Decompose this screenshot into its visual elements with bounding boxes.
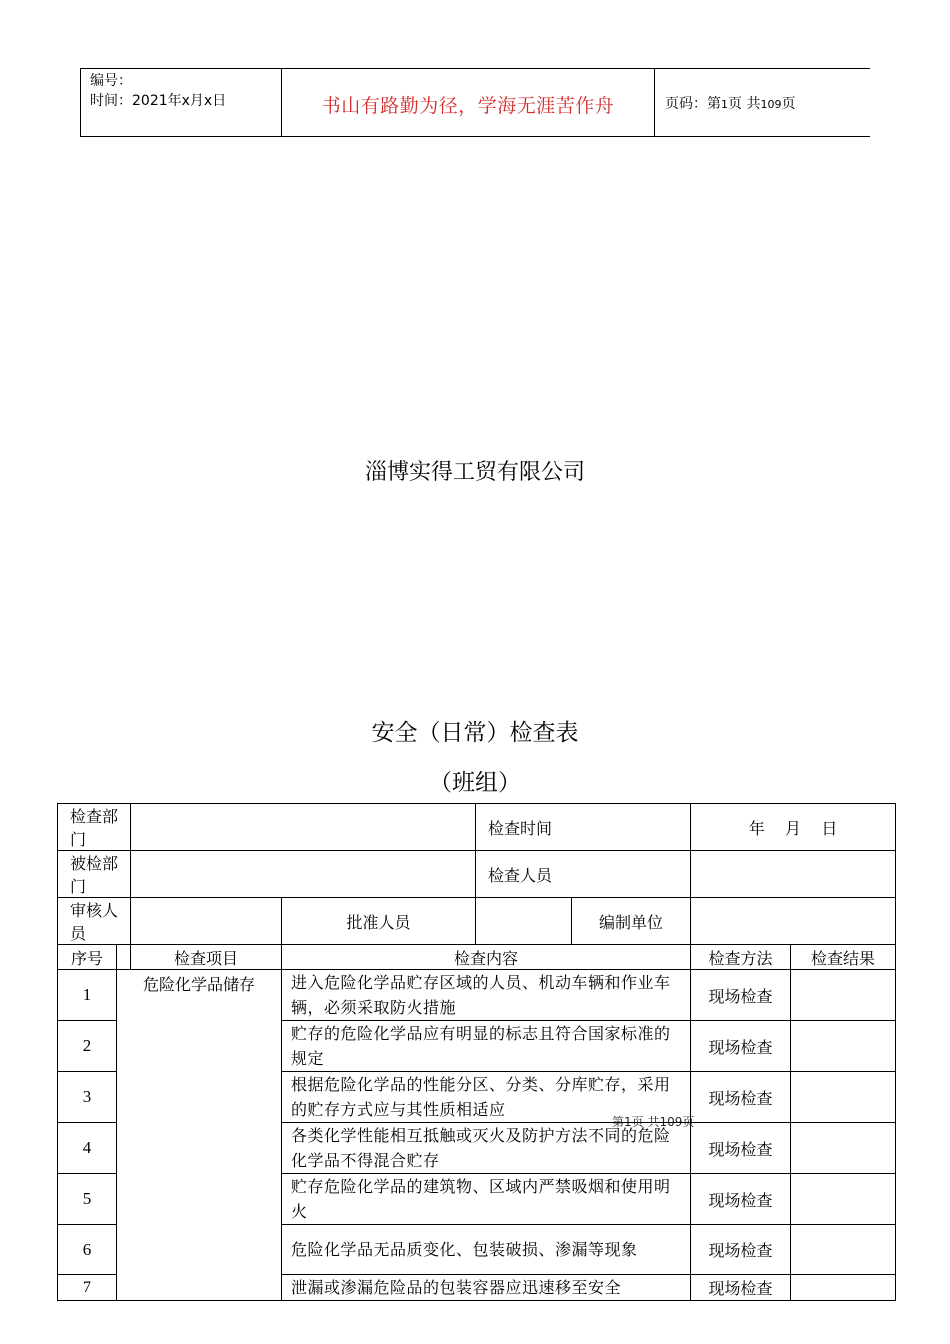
row-method: 现场检查 <box>691 1072 791 1123</box>
row-method: 现场检查 <box>691 1275 791 1301</box>
compiler-label: 编制单位 <box>572 898 691 945</box>
header-divider <box>80 69 81 136</box>
row-result[interactable] <box>791 1225 896 1275</box>
category-cell: 危险化学品储存 <box>117 970 282 1301</box>
col-header-blank <box>117 945 131 970</box>
row-method: 现场检查 <box>691 1174 791 1225</box>
row-result[interactable] <box>791 1021 896 1072</box>
header-meta <box>90 71 226 111</box>
page-indicator: 页码：第1页 共109页 <box>665 96 796 112</box>
row-number: 2 <box>58 1021 117 1072</box>
col-header-no: 序号 <box>58 945 117 970</box>
row-number: 7 <box>58 1275 117 1301</box>
document-title: 安全（日常）检查表 <box>371 720 579 746</box>
header-motto: 书山有路勤为径，学海无涯苦作舟 <box>321 95 615 117</box>
number-label: 编号： <box>90 73 132 89</box>
header-divider <box>654 69 655 136</box>
row-content: 泄漏或渗漏危险品的包装容器应迅速移至安全 <box>282 1275 691 1301</box>
current-page: 1 <box>721 98 728 111</box>
page-number-overlay: 第1页 共109页 <box>612 1115 695 1129</box>
form-row <box>58 898 896 945</box>
row-content: 贮存危险化学品的建筑物、区域内严禁吸烟和使用明火 <box>282 1174 691 1225</box>
form-row <box>58 851 896 898</box>
approver-value[interactable] <box>476 898 572 945</box>
row-content: 贮存的危险化学品应有明显的标志且符合国家标准的规定 <box>282 1021 691 1072</box>
col-header-result: 检查结果 <box>791 945 896 970</box>
inspect-time-label: 检查时间 <box>476 804 691 851</box>
document-subtitle: （班组） <box>429 770 521 796</box>
row-number: 5 <box>58 1174 117 1225</box>
row-method: 现场检查 <box>691 1021 791 1072</box>
row-method: 现场检查 <box>691 1123 791 1174</box>
compiler-value[interactable] <box>691 898 896 945</box>
total-pages: 109 <box>760 98 782 111</box>
row-method: 现场检查 <box>691 1225 791 1275</box>
row-method: 现场检查 <box>691 970 791 1021</box>
inspect-dept-value[interactable] <box>131 804 476 851</box>
row-content: 危险化学品无品质变化、包装破损、渗漏等现象 <box>282 1225 691 1275</box>
document-header <box>80 68 870 137</box>
inspector-value[interactable] <box>691 851 896 898</box>
inspection-table <box>57 803 896 1301</box>
col-header-content: 检查内容 <box>282 945 691 970</box>
company-name: 淄博实得工贸有限公司 <box>364 460 585 485</box>
row-result[interactable] <box>791 1275 896 1301</box>
inspect-dept-label: 检查部门 <box>58 804 131 851</box>
inspected-dept-value[interactable] <box>131 851 476 898</box>
inspector-label: 检查人员 <box>476 851 691 898</box>
date-label: 时间：2021年x月x日 <box>90 93 227 109</box>
col-header-item: 检查项目 <box>131 945 282 970</box>
approver-label: 批准人员 <box>282 898 476 945</box>
row-number: 3 <box>58 1072 117 1123</box>
inspected-dept-label: 被检部门 <box>58 851 131 898</box>
reviewer-value[interactable] <box>131 898 282 945</box>
table-row <box>58 970 896 1021</box>
col-header-method: 检查方法 <box>691 945 791 970</box>
reviewer-label: 审核人员 <box>58 898 131 945</box>
row-content: 根据危险化学品的性能分区、分类、分库贮存，采用的贮存方式应与其性质相适应 <box>282 1072 691 1123</box>
row-content: 各类化学性能相互抵触或灭火及防护方法不同的危险化学品不得混合贮存 <box>282 1123 691 1174</box>
column-header-row <box>58 945 896 970</box>
row-result[interactable] <box>791 1174 896 1225</box>
row-result[interactable] <box>791 1072 896 1123</box>
inspect-date-value[interactable]: 年 月 日 <box>691 804 896 851</box>
row-number: 4 <box>58 1123 117 1174</box>
row-number: 1 <box>58 970 117 1021</box>
row-number: 6 <box>58 1225 117 1275</box>
row-result[interactable] <box>791 1123 896 1174</box>
row-content: 进入危险化学品贮存区域的人员、机动车辆和作业车辆，必须采取防火措施 <box>282 970 691 1021</box>
form-row <box>58 804 896 851</box>
row-result[interactable] <box>791 970 896 1021</box>
